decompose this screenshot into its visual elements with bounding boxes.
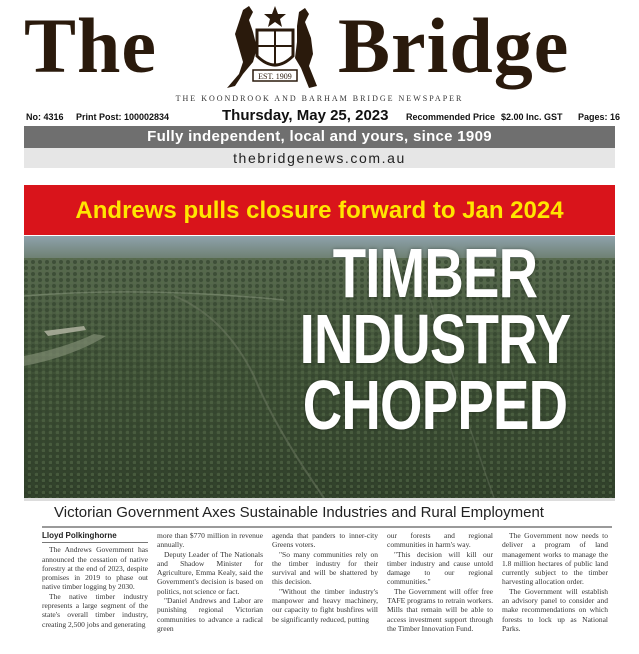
headline-banner	[24, 185, 615, 235]
story-paragraph: The Government will establish an advisory panel to consider and make recommendations on which forests to lock up as National Parks.	[502, 586, 608, 633]
story-column-1	[42, 531, 148, 629]
story-column-4	[387, 531, 493, 633]
main-headline-line1: TIMBER	[332, 236, 538, 312]
issue-number: No: 4316	[26, 112, 64, 122]
print-post-number: Print Post: 100002834	[76, 112, 170, 122]
story-column-3	[272, 531, 378, 624]
coat-of-arms-icon	[213, 2, 337, 92]
story-paragraph: The native timber industry represents a large segment of the state's overall timber industry, creating 2,500 jobs and generating	[42, 591, 148, 629]
page-count: Pages: 16	[578, 112, 621, 122]
story-columns	[42, 531, 612, 651]
story-paragraph: agenda that panders to inner-city Greens voters.	[272, 531, 378, 550]
story-subhead: Victorian Government Axes Sustainable Industries and Rural Employment	[54, 504, 544, 521]
byline: Lloyd Polkinghorne	[42, 531, 148, 543]
story-paragraph: Deputy Leader of The Nationals and Shadow Minister for Agriculture, Emma Kealy, said the Government's decision is based on politics, not science or fact.	[157, 549, 263, 596]
divider	[42, 526, 612, 528]
story-paragraph: "Daniel Andrews and Labor are punishing regional Victorian communities to advance a radical green	[157, 596, 263, 633]
banner-headline: Andrews pulls closure forward to Jan 2024	[75, 197, 564, 224]
issue-date: Thursday, May 25, 2023	[222, 107, 389, 124]
story-panel	[24, 498, 615, 654]
website-url[interactable]: thebridgenews.com.au	[24, 148, 615, 168]
forest-aerial-photo	[24, 236, 615, 498]
masthead	[0, 0, 639, 108]
issue-info-row	[26, 106, 621, 126]
story-paragraph: "So many communities rely on the timber industry for their survival and will be shattered by this decision.	[272, 549, 378, 587]
story-paragraph: The Andrews Government has announced the cessation of native forestry at the end of 2023, despite promises in 2019 to phase out native timber logging by 2030.	[42, 545, 148, 592]
crest-ribbon-text: EST. 1909	[258, 72, 292, 81]
story-paragraph: The Government now needs to deliver a program of land management works to manage the 1.8 million hectares of public land currently subject to the timber harvesting allocation order.	[502, 531, 608, 587]
story-column-5	[502, 531, 608, 633]
story-paragraph: our forests and regional communities in harm's way.	[387, 531, 493, 550]
masthead-tagline: THE KOONDROOK AND BARHAM BRIDGE NEWSPAPER	[175, 94, 464, 103]
story-paragraph: "This decision will kill our timber industry and cause untold damage to our regional communities."	[387, 549, 493, 587]
main-headline	[299, 236, 572, 444]
price-value: $2.00 Inc. GST	[501, 112, 563, 122]
story-paragraph: The Government will offer free TAFE programs to retrain workers. Mills that remain will be able to access investment support through the Timber Innovation Fund.	[387, 586, 493, 633]
main-headline-line2: INDUSTRY	[299, 300, 571, 378]
main-headline-line3: CHOPPED	[302, 366, 568, 444]
slogan-bar: Fully independent, local and yours, since 1909	[24, 126, 615, 148]
story-column-2	[157, 531, 263, 633]
masthead-title-the: The	[24, 2, 158, 89]
masthead-title-bridge: Bridge	[338, 2, 570, 89]
story-paragraph: "Without the timber industry's manpower and heavy machinery, our capacity to fight bushfires will be significantly reduced, putting	[272, 586, 378, 624]
story-paragraph: more than $770 million in revenue annually.	[157, 531, 263, 550]
price-label: Recommended Price	[406, 112, 496, 122]
